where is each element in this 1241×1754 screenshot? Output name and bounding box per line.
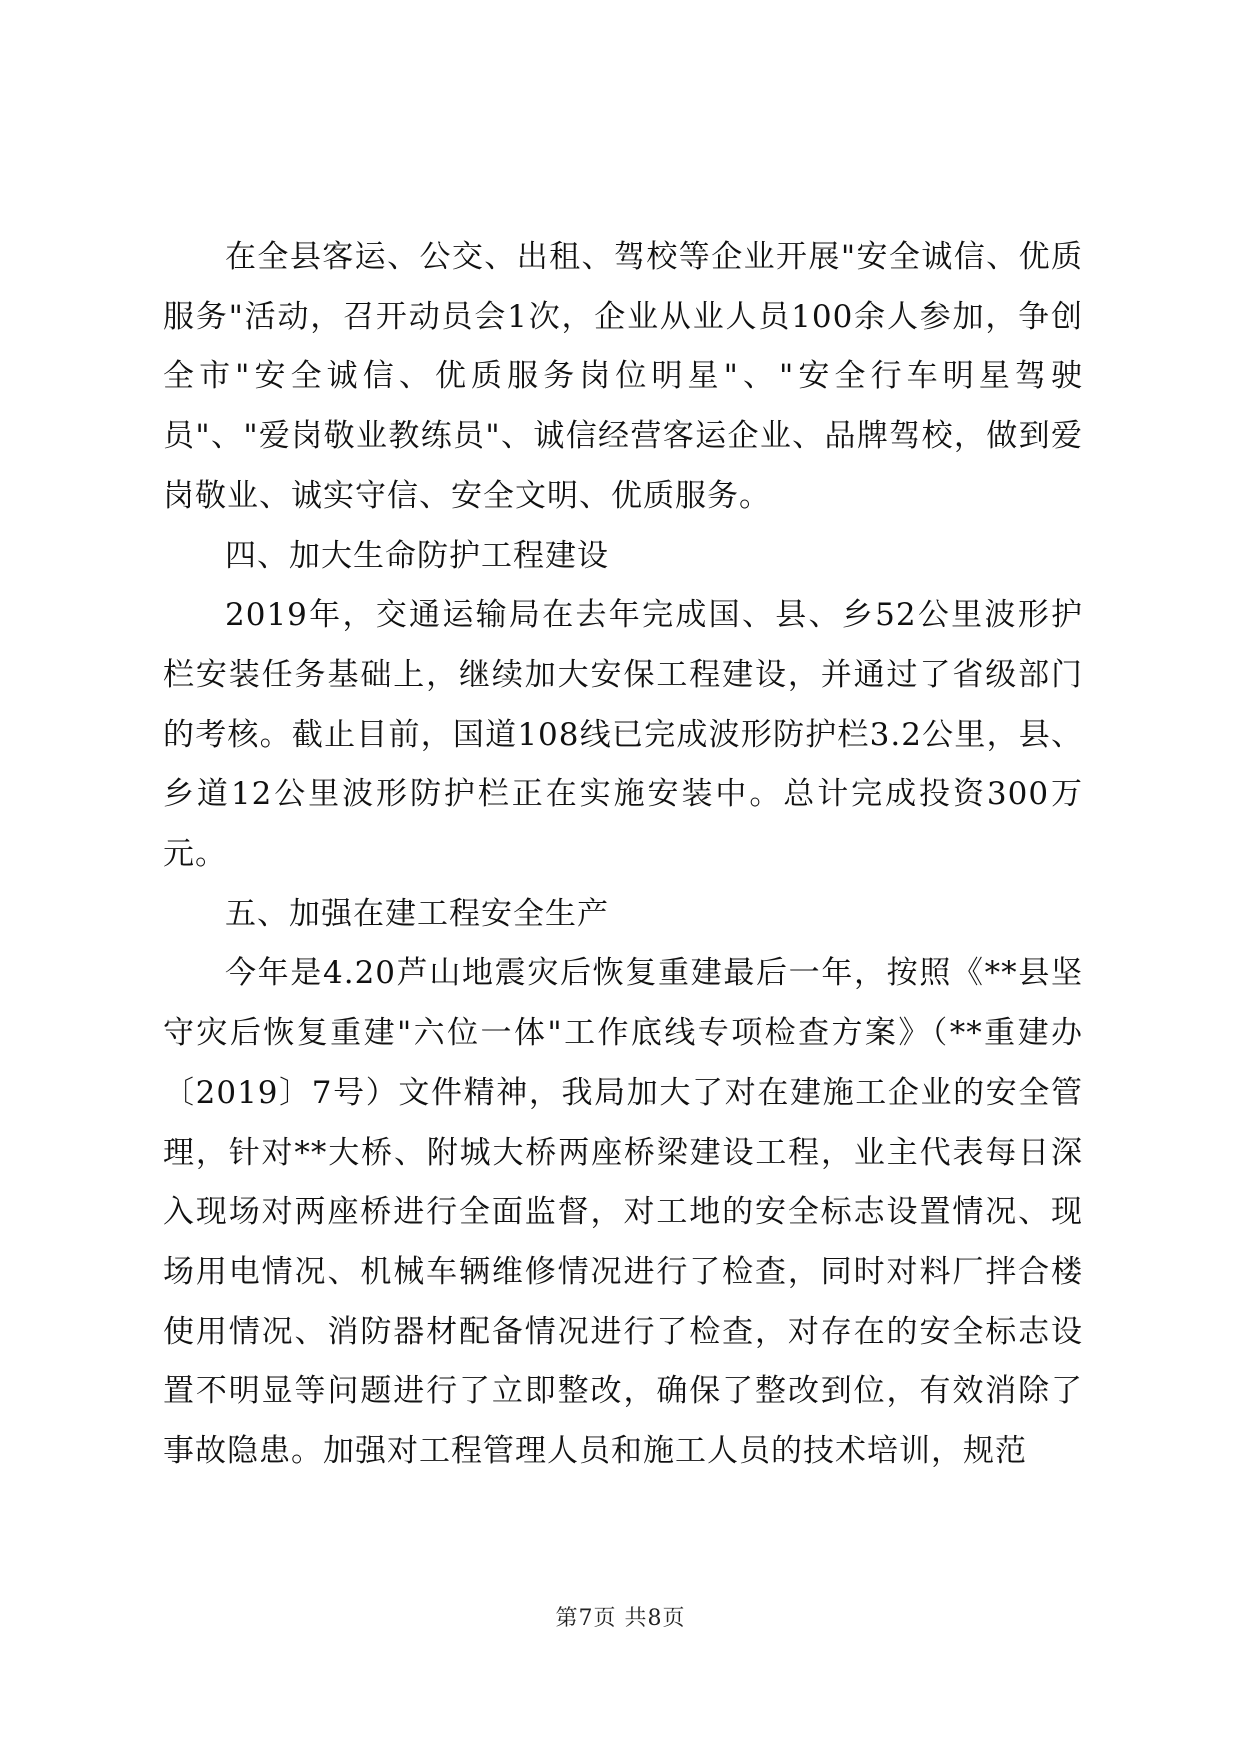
paragraph-safety-integrity-campaign: 在全县客运、公交、出租、驾校等企业开展"安全诚信、优质服务"活动，召开动员会1次，企业从业人员100余人参加，争创全市"安全诚信、优质服务岗位明星"、"安全行车明星驾驶员"、"爱岗敬业教练员"、诚信经营客运企业、品牌驾校，做到爱岗敬业、诚实守信、安全文明、优质服务。 bbox=[163, 239, 1083, 514]
page-number-footer: 第7页 共8页 bbox=[555, 1606, 686, 1631]
document-body bbox=[163, 228, 1083, 1482]
paragraph-guardrail-construction: 2019年，交通运输局在去年完成国、县、乡52公里波形护栏安装任务基础上，继续加大安保工程建设，并通过了省级部门的考核。截止目前，国道108线已完成波形防护栏3.2公里，县、乡道12公里波形防护栏正在实施安装中。总计完成投资300万元。 bbox=[163, 597, 1083, 873]
section-heading-life-protection: 四、加大生命防护工程建设 bbox=[225, 537, 609, 574]
paragraph-reconstruction-safety: 今年是4.20芦山地震灾后恢复重建最后一年，按照《**县坚守灾后恢复重建"六位一体"工作底线专项检查方案》（**重建办〔2019〕7号）文件精神，我局加大了对在建施工企业的安全管理，针对**大桥、附城大桥两座桥梁建设工程，业主代表每日深入现场对两座桥进行全面监督，对工地的安全标志设置情况、现场用电情况、机械车辆维修情况进行了检查，同时对料厂拌合楼使用情况、消防器材配备情况进行了检查，对存在的安全标志设置不明显等问题进行了立即整改，确保了整改到位，有效消除了事故隐患。加强对工程管理人员和施工人员的技术培训，规范 bbox=[163, 955, 1083, 1470]
section-heading-construction-safety: 五、加强在建工程安全生产 bbox=[225, 895, 609, 932]
